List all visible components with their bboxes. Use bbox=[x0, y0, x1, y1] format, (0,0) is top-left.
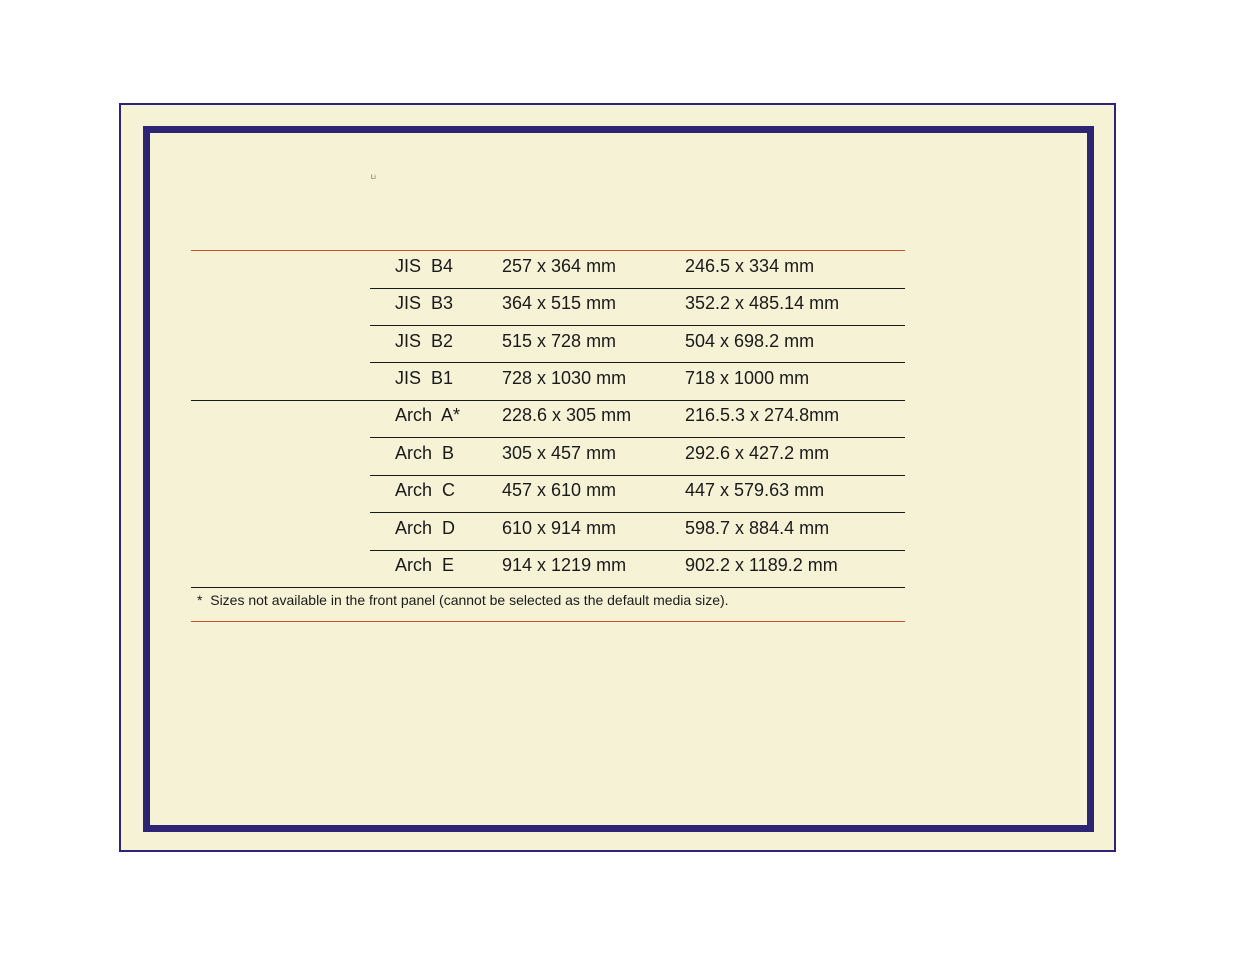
printable-area-cell: 216.5.3 x 274.8mm bbox=[685, 405, 840, 425]
media-name-cell: Arch C bbox=[395, 480, 456, 500]
paper-size-cell: 610 x 914 mm bbox=[502, 518, 617, 538]
table-rule bbox=[370, 362, 905, 363]
paper-size-cell: 305 x 457 mm bbox=[502, 443, 617, 463]
paper-size-cell: 228.6 x 305 mm bbox=[502, 405, 632, 425]
media-name-cell: Arch E bbox=[395, 555, 455, 575]
table-rule bbox=[370, 550, 905, 551]
printable-area-cell: 718 x 1000 mm bbox=[685, 368, 810, 388]
printable-area-cell: 352.2 x 485.14 mm bbox=[685, 293, 840, 313]
media-name-cell: JIS B3 bbox=[395, 293, 454, 313]
table-rule bbox=[191, 587, 905, 588]
table-rule bbox=[370, 512, 905, 513]
printable-area-cell: 447 x 579.63 mm bbox=[685, 480, 825, 500]
table-footnote: * Sizes not available in the front panel (cannot be selected as the default media size). bbox=[197, 592, 729, 608]
media-name-cell: JIS B1 bbox=[395, 368, 454, 388]
table-rule bbox=[370, 325, 905, 326]
media-name-cell: JIS B4 bbox=[395, 256, 454, 276]
table-rule bbox=[370, 288, 905, 289]
printable-area-cell: 902.2 x 1189.2 mm bbox=[685, 555, 838, 575]
media-name-cell: JIS B2 bbox=[395, 331, 454, 351]
printable-area-cell: 504 x 698.2 mm bbox=[685, 331, 815, 351]
media-name-cell: Arch A* bbox=[395, 405, 461, 425]
printable-area-cell: 598.7 x 884.4 mm bbox=[685, 518, 830, 538]
paper-size-cell: 364 x 515 mm bbox=[502, 293, 617, 313]
table-rule bbox=[370, 475, 905, 476]
corner-mark: Li bbox=[371, 175, 376, 181]
paper-size-cell: 515 x 728 mm bbox=[502, 331, 617, 351]
table-rule bbox=[191, 621, 905, 622]
paper-size-cell: 914 x 1219 mm bbox=[502, 555, 627, 575]
media-name-cell: Arch D bbox=[395, 518, 456, 538]
paper-size-cell: 728 x 1030 mm bbox=[502, 368, 627, 388]
paper-size-cell: 457 x 610 mm bbox=[502, 480, 617, 500]
media-name-cell: Arch B bbox=[395, 443, 455, 463]
printable-area-cell: 246.5 x 334 mm bbox=[685, 256, 815, 276]
paper-size-cell: 257 x 364 mm bbox=[502, 256, 617, 276]
table-rule bbox=[191, 250, 905, 251]
table-rule bbox=[370, 437, 905, 438]
inner-page-frame bbox=[143, 126, 1094, 832]
printable-area-cell: 292.6 x 427.2 mm bbox=[685, 443, 830, 463]
table-rule bbox=[191, 400, 905, 401]
